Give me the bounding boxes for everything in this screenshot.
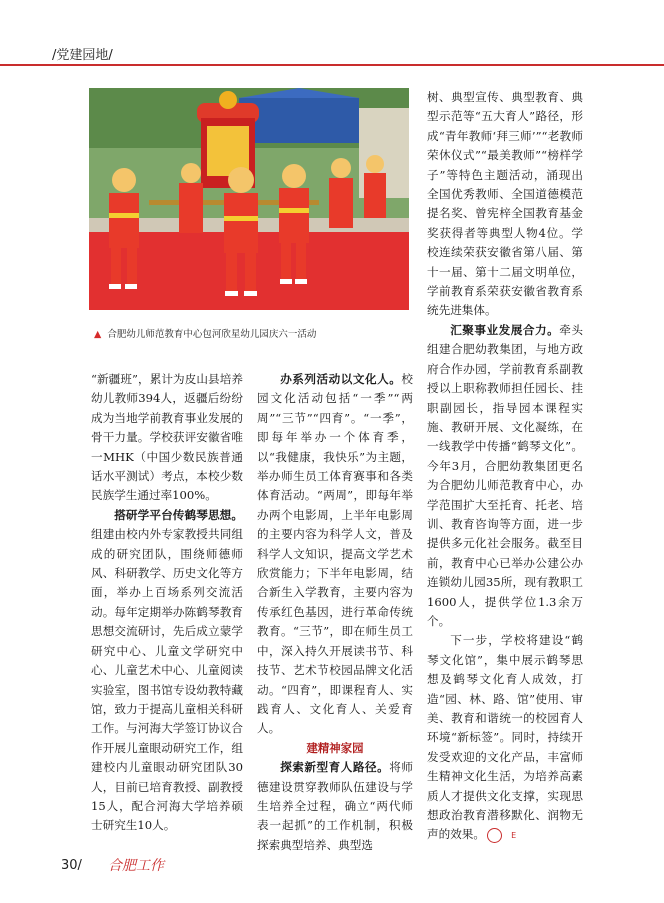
column-3 xyxy=(427,88,583,845)
column-2 xyxy=(257,370,413,855)
paragraph-lead: 办系列活动以文化人。 xyxy=(280,372,402,386)
paragraph xyxy=(427,631,583,844)
paragraph: “新疆班”，累计为皮山县培养幼儿教师394人，返疆后纷纷成为当地学前教育事业发展的骨干力量。学校获评安徽省唯一MHK（中国少数民族普通话水平测试）考点，本校少数民族学生通过率100%。 xyxy=(91,372,243,503)
paragraph xyxy=(257,370,413,739)
paragraph-body: 下一步，学校将建设“鹤琴文化馆”，集中展示鹤琴思想及鹤琴文化育人成效，打造“园、林、路、馆”使用、审美、教育和谐统一的校园育人环境“新标签”。同时，持续开发受欢迎的文化产品，丰富师生精神文化生活，为培养高素质人才提供文化支撑，实现思想政治教育潜移默化、润物无声的效果。 xyxy=(427,633,583,842)
page-number: 30/ xyxy=(61,858,82,873)
photo-caption xyxy=(94,326,424,340)
paragraph xyxy=(91,506,243,836)
paragraph-lead: 搭研学平台传鹤琴思想。 xyxy=(114,507,243,522)
magazine-logo: 合肥工作 xyxy=(108,858,164,874)
event-photo xyxy=(89,88,409,310)
end-mark-icon: E xyxy=(487,828,502,843)
caption-text: 合肥幼儿师范教育中心包河欣星幼儿园庆六一活动 xyxy=(107,329,317,340)
caption-triangle-icon: ▲ xyxy=(94,329,102,340)
section-label: /党建园地/ xyxy=(52,48,113,63)
column-1 xyxy=(91,370,243,836)
section-subheading: 建精神家园 xyxy=(306,740,364,755)
paragraph-body: 组建由校内外专家教授共同组成的研究团队，围绕师德师风、科研教学、历史文化等方面，举办上百场系列交流活动。每年定期举办陈鹤琴教育思想交流研讨，先后成立蒙学研究中心、儿童文学研究中心、儿童艺术中心、儿童阅读实验室，图书馆专设幼教特藏馆，致力于提高儿童相关科研工作。与河海大学签订协议合作开展儿童眼动研究工作，组建校内儿童眼动研究团队30人，目前已培育教授、副教授15人，配合河海大学培养硕士研究生10人。 xyxy=(91,527,243,833)
paragraph-body: 将师德建设贯穿教师队伍建设与学生培养全过程，确立“两代师表一起抓”的工作机制，积极探索典型培养、典型选 xyxy=(257,760,413,852)
paragraph-lead: 汇聚事业发展合力。 xyxy=(450,322,560,337)
header-divider xyxy=(0,64,664,66)
paragraph: 树、典型宣传、典型教育、典型示范等“五大育人”路径，形成“青年教师‘拜三师’”“老教师荣休仪式”“最美教师”“榜样学子”等特色主题活动，涌现出全国优秀教师、全国道德模范提名奖、曾宪梓全国教育基金奖获得者等典型人物4位。学校连续荣获安徽省第八届、第十一届、第十二届文明单位，学前教育系荣获安徽省教育系统先进集体。 xyxy=(427,90,583,318)
paragraph xyxy=(427,321,583,632)
paragraph xyxy=(257,758,413,855)
paragraph-body: 牵头组建合肥幼教集团，与地方政府合作办园，学前教育系副教授以上职称教师担任园长、挂职副园长，指导园本课程实施、教研开展、文化凝练，在一线教学中传播“鹤琴文化”。今年3月，合肥幼教集团更名为合肥幼儿师范教育中心，办学范围扩大至托育、托老、培训、教育咨询等方面，进一步提供多元化社会服务。截至目前，教育中心已举办公建公办连锁幼儿园35所，现有教职工1600人，提供学位1.3余万个。 xyxy=(427,322,583,628)
paragraph-lead: 探索新型育人路径。 xyxy=(280,760,390,775)
paragraph-body: 校园文化活动包括“一季”“两周”“三节”“四育”。“一季”，即每年举办一个体育季，以“我健康，我快乐”为主题，举办师生员工体育赛事和各类体育活动。“两周”，即每年举办两个电影周，上半年电影周的主要内容为科学人文，普及科学人文知识，提高文学艺术欣赏能力；下半年电影周，结合新生入学教育，主要内容为传承红色基因，进行革命传统教育。“三节”，即在师生员工中，深入持久开展读书节、科技节、艺术节校园品牌文化活动。“四育”，即课程育人、实践育人、文化育人、关爱育人。 xyxy=(257,372,413,736)
